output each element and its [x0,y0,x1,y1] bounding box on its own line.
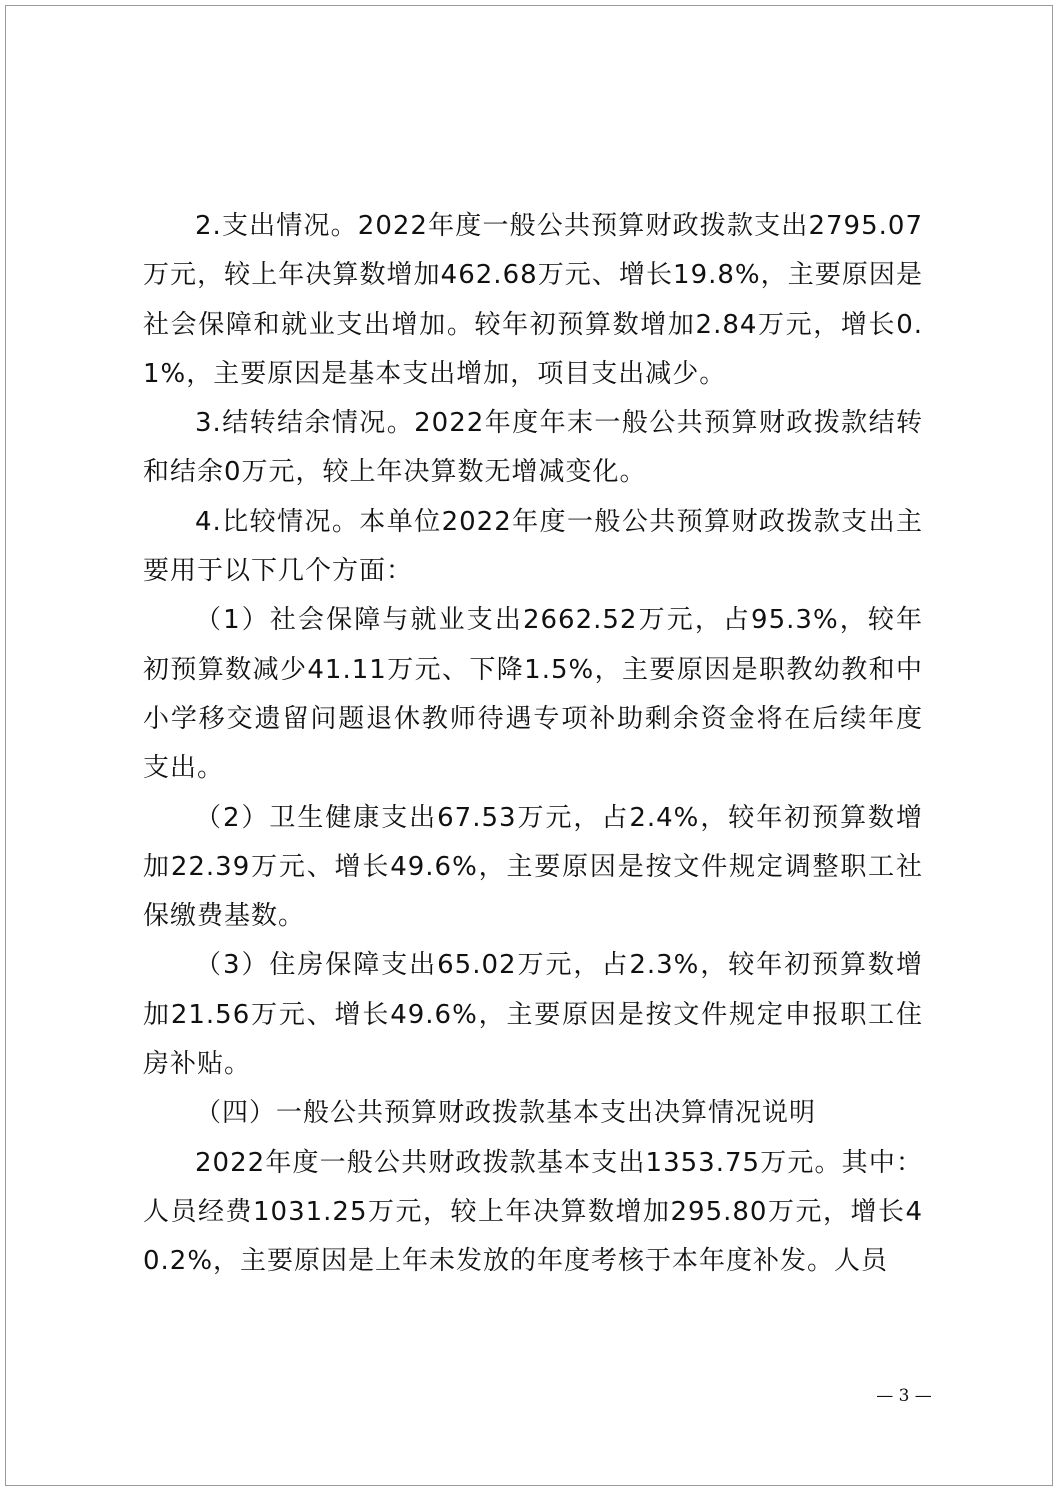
paragraph-comparison: 4.比较情况。本单位2022年度一般公共预算财政拨款支出主要用于以下几个方面： [143,506,923,587]
document-page [5,5,1053,1486]
document-body [143,202,923,1287]
paragraph-basic-expenditure: 2022年度一般公共财政拨款基本支出1353.75万元。其中：人员经费1031.25万元，较上年决算数增加295.80万元，增长40.2%，主要原因是上年未发放的年度考核于本年度补发。人员 [143,1147,923,1277]
paragraph-carryover: 3.结转结余情况。2022年度年末一般公共预算财政拨款结转和结余0万元，较上年决算数无增减变化。 [143,408,923,488]
section-heading-basic-expenditure: （四）一般公共预算财政拨款基本支出决算情况说明 [195,1098,817,1129]
paragraph-expenditure: 2.支出情况。2022年度一般公共预算财政拨款支出2795.07万元，较上年决算数增加462.68万元、增长19.8%，主要原因是社会保障和就业支出增加。较年初预算数增加2.84万元，增长0.1%，主要原因是基本支出增加，项目支出减少。 [143,211,923,389]
paragraph-social-security: （1）社会保障与就业支出2662.52万元，占95.3%，较年初预算数减少41.11万元、下降1.5%，主要原因是职教幼教和中小学移交遗留问题退休教师待遇专项补助剩余资金将在后续年度支出。 [143,605,923,784]
page-number: — 3 — [876,1386,932,1406]
paragraph-health: （2）卫生健康支出67.53万元，占2.4%，较年初预算数增加22.39万元、增长49.6%，主要原因是按文件规定调整职工社保缴费基数。 [143,802,923,932]
paragraph-housing: （3）住房保障支出65.02万元，占2.3%，较年初预算数增加21.56万元、增长49.6%，主要原因是按文件规定申报职工住房补贴。 [143,950,923,1080]
